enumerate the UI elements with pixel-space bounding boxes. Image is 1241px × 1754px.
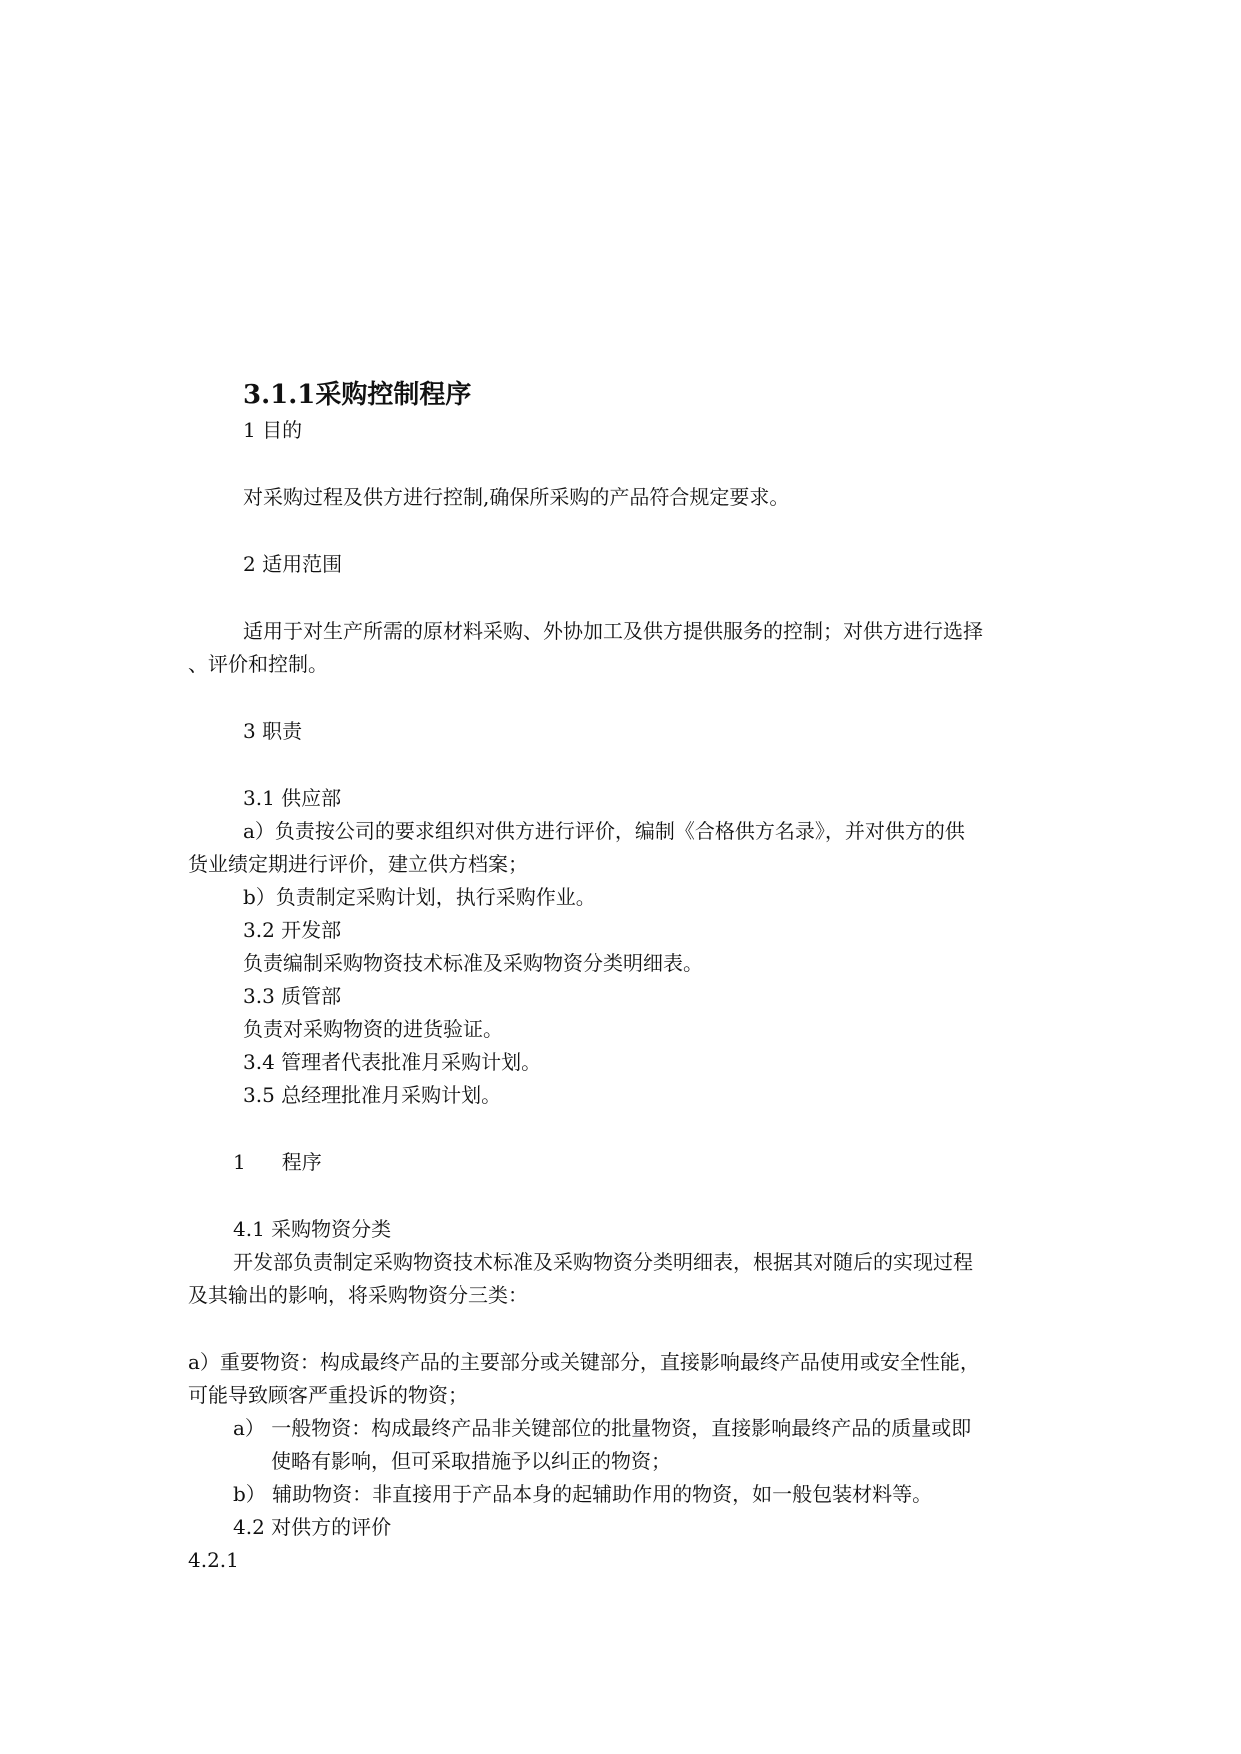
category-general-line1: a） 一般物资：构成最终产品非关键部位的批量物资，直接影响最终产品的质量或即: [233, 1416, 972, 1440]
section-1-body: 对采购过程及供方进行控制,确保所采购的产品符合规定要求。: [243, 485, 790, 509]
section-4-heading-text: 程序: [281, 1150, 322, 1174]
section-3-1-item-a-line1: a）负责按公司的要求组织对供方进行评价，编制《合格供方名录》，并对供方的供: [243, 819, 965, 843]
section-3-5: 3.5 总经理批准月采购计划。: [243, 1083, 502, 1107]
section-3-2-heading: 3.2 开发部: [243, 918, 342, 942]
section-4-2-heading: 4.2 对供方的评价: [233, 1515, 392, 1539]
category-general-line2: 使略有影响，但可采取措施予以纠正的物资；: [271, 1449, 671, 1473]
section-4-1-body-line2: 及其输出的影响，将采购物资分三类：: [188, 1283, 528, 1307]
document-title: 3.1.1采购控制程序: [243, 380, 472, 410]
section-3-heading: 3 职责: [243, 719, 303, 743]
category-auxiliary: b） 辅助物资：非直接用于产品本身的起辅助作用的物资，如一般包装材料等。: [233, 1482, 933, 1506]
section-1-heading: 1 目的: [243, 418, 303, 442]
section-3-3-body: 负责对采购物资的进货验证。: [243, 1017, 503, 1041]
section-3-1-item-a-line2: 货业绩定期进行评价，建立供方档案；: [188, 852, 528, 876]
section-3-4: 3.4 管理者代表批准月采购计划。: [243, 1050, 542, 1074]
section-4-2-1: 4.2.1: [188, 1548, 239, 1572]
section-2-body-line2: 、评价和控制。: [188, 652, 328, 676]
section-4-heading-number: 1: [233, 1150, 246, 1174]
section-3-1-heading: 3.1 供应部: [243, 786, 342, 810]
section-2-body-line1: 适用于对生产所需的原材料采购、外协加工及供方提供服务的控制；对供方进行选择: [243, 619, 983, 643]
section-3-1-item-b: b）负责制定采购计划，执行采购作业。: [243, 885, 596, 909]
category-important-line1: a）重要物资：构成最终产品的主要部分或关键部分，直接影响最终产品使用或安全性能，: [188, 1350, 980, 1374]
section-3-3-heading: 3.3 质管部: [243, 984, 342, 1008]
category-important-line2: 可能导致顾客严重投诉的物资；: [188, 1383, 468, 1407]
section-2-heading: 2 适用范围: [243, 552, 343, 576]
section-4-heading: [233, 1150, 322, 1174]
section-4-1-heading: 4.1 采购物资分类: [233, 1217, 392, 1241]
section-3-2-body: 负责编制采购物资技术标准及采购物资分类明细表。: [243, 951, 703, 975]
section-4-1-body-line1: 开发部负责制定采购物资技术标准及采购物资分类明细表，根据其对随后的实现过程: [233, 1250, 973, 1274]
